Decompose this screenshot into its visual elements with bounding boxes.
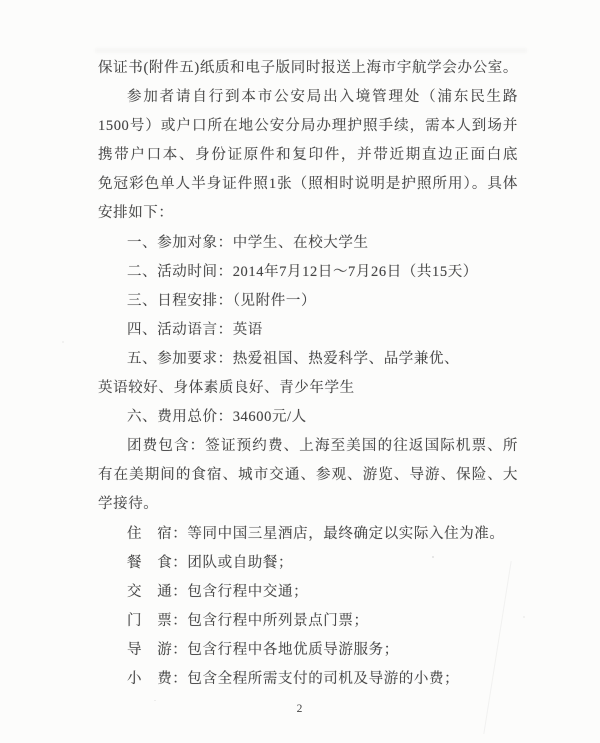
text-line: 住 宿：等同中国三星酒店，最终确定以实际入住为准。 [127,525,505,542]
text-line: 四、活动语言：英语 [127,321,263,338]
text-line: 餐 食：团队或自助餐； [127,554,294,571]
scan-speck [154,700,156,701]
scan-speck [62,341,64,343]
document-body [98,54,518,694]
text-line: 一、参加对象：中学生、在校大学生 [127,234,369,251]
text-line: 导 游：包含行程中各地优质导游服务； [127,641,399,658]
page-number: 2 [296,703,304,715]
text-line: 有在美期间的食宿、城市交通、参观、游览、导游、保险、大 [98,467,518,484]
scan-artifact-ghosting [95,48,527,53]
text-line: 学接待。 [98,496,159,513]
text-line: 交 通：包含行程中交通； [127,583,309,600]
text-line: 二、活动时间：2014年7月12日～7月26日（共15天） [127,263,478,280]
text-line: 小 费：包含全程所需支付的司机及导游的小费； [127,670,460,687]
text-line: 五、参加要求：热爱祖国、热爱科学、品学兼优、 [127,350,460,367]
text-line: 英语较好、身体素质良好、青少年学生 [98,380,355,397]
text-line: 六、费用总价：34600元/人 [127,409,307,426]
text-line: 门 票：包含行程中所列景点门票； [127,612,369,629]
text-line: 安排如下： [98,205,174,222]
text-line: 携带户口本、身份证原件和复印件，并带近期直边正面白底 [98,147,518,164]
text-line: 参加者请自行到本市公安局出入境管理处（浦东民生路 [127,89,518,106]
text-line: 免冠彩色单人半身证件照1张（照相时说明是护照所用）。具体 [98,176,518,193]
text-line: 团费包含：签证预约费、上海至美国的往返国际机票、所 [127,438,518,455]
text-line: 1500号）或户口所在地公安分局办理护照手续，需本人到场并 [98,118,518,135]
scan-speck [523,616,525,618]
text-line: 三、日程安排：（见附件一） [127,292,317,309]
text-line: 保证书(附件五)纸质和电子版同时报送上海市宇航学会办公室。 [98,60,518,76]
